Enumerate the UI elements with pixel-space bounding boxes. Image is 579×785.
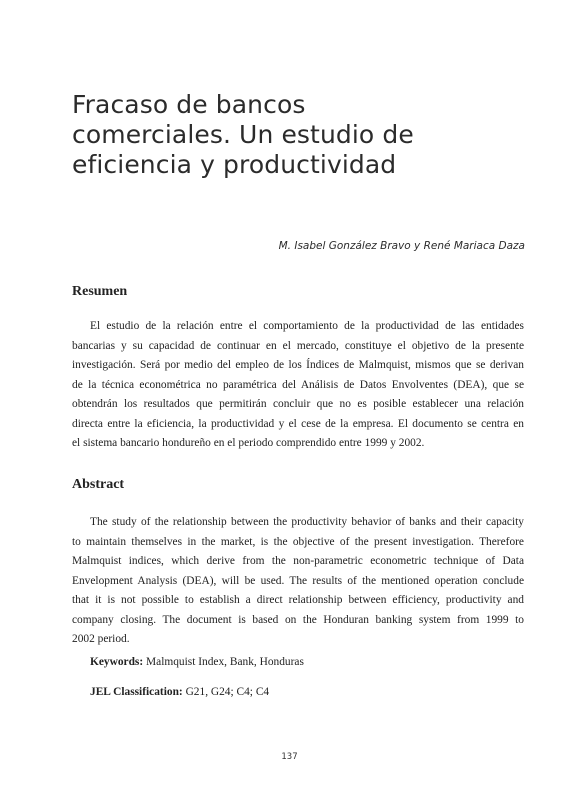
paragraph-line: The study of the relationship between the productivity behavior of banks and their capacity — [90, 516, 524, 528]
keywords-value: Malmquist Index, Bank, Honduras — [146, 656, 304, 668]
title-line: eficiencia y productividad — [72, 150, 397, 179]
resumen-heading: Resumen — [72, 284, 128, 299]
jel-classification-line — [90, 686, 269, 698]
paragraph-line: el sistema bancario hondureño en el periodo comprendido entre 1999 y 2002. — [72, 437, 425, 449]
paragraph-line: company closing. The document is based on the Honduran banking system from 1999 to — [72, 613, 524, 626]
abstract-paragraph — [72, 513, 524, 650]
title-line: Fracaso de bancos — [72, 90, 306, 119]
jel-label: JEL Classification: — [90, 686, 183, 698]
paragraph-line: obtendrán los resultados que permitirán concluir que no es posible establecer una relación — [72, 398, 524, 410]
paragraph-line: directa entre la eficiencia, la productividad y el cese de la empresa. El documento se centra en — [72, 417, 524, 430]
keywords-line — [90, 656, 304, 668]
paragraph-line: to maintain themselves in the market, is the objective of the present investigation. Therefore — [72, 535, 524, 548]
paragraph-line: de la técnica econométrica no paramétrica del Análisis de Datos Envolventes (DEA), que se — [72, 378, 524, 391]
keywords-label: Keywords: — [90, 656, 144, 668]
resumen-paragraph — [72, 317, 524, 454]
abstract-heading: Abstract — [72, 477, 125, 492]
paragraph-line: Malmquist indices, which derive from the non-parametric econometric technique of Data — [72, 555, 524, 567]
paragraph-line: bancarias y su capacidad de continuar en el mercado, constituye el objetivo de la presente — [72, 339, 524, 352]
paragraph-line: that it is not possible to establish a direct relationship between efficiency, productivity and — [72, 594, 524, 606]
paragraph-line: El estudio de la relación entre el comportamiento de la productividad de las entidades — [90, 320, 524, 332]
article-title — [72, 90, 512, 180]
paragraph-line: 2002 period. — [72, 633, 130, 645]
jel-value: G21, G24; C4; C4 — [185, 686, 270, 698]
authors-line: M. Isabel González Bravo y René Mariaca Daza — [278, 240, 525, 252]
title-line: comerciales. Un estudio de — [72, 120, 414, 149]
paragraph-line: Envelopment Analysis (DEA), will be used. The results of the mentioned operation conclude — [72, 574, 524, 587]
paragraph-line: investigación. Será por medio del empleo de los Índices de Malmquist, mismos que se derivan — [72, 359, 524, 371]
page-number: 137 — [281, 752, 298, 762]
